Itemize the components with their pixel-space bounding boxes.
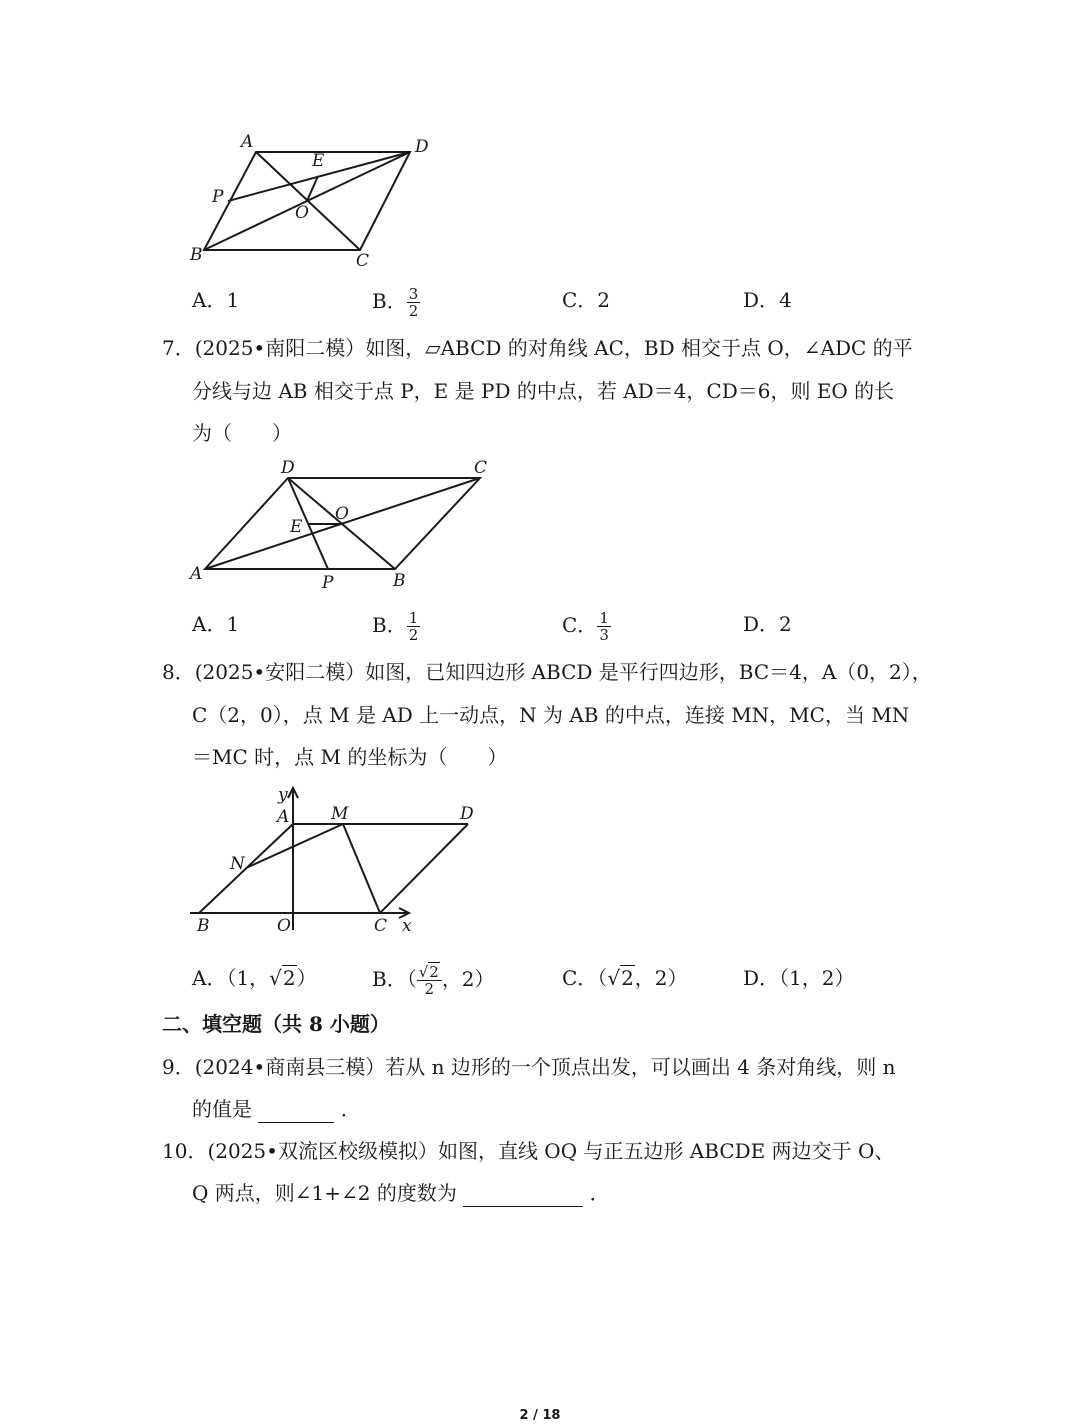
label-n: N [230, 854, 245, 874]
q10-line-2-suffix: ． [589, 1181, 610, 1205]
label-d: D [415, 137, 429, 157]
q9-line-1: 9．(2024•商南县三模）若从 n 边形的一个顶点出发，可以画出 4 条对角线，则 n [162, 1055, 896, 1079]
q8-option-c[interactable] [562, 964, 688, 992]
q6-option-a-text: A．1 [192, 288, 240, 312]
label-c: C [474, 458, 488, 478]
page-number: 2 / 18 [519, 1408, 561, 1423]
q6-option-b-num: 3 [408, 285, 419, 303]
q8-option-b[interactable] [372, 964, 495, 997]
q7-option-a-text: A．1 [192, 612, 240, 636]
q8-option-d-text: D．（1，2） [743, 966, 855, 990]
q8-option-a-suffix: ） [296, 966, 317, 990]
segment-mn [246, 824, 343, 868]
q6-option-d[interactable] [743, 286, 792, 314]
q8-option-b-num [417, 964, 442, 981]
q10-line-2-prefix: Q 两点，则∠1+∠2 的度数为 [192, 1181, 457, 1205]
q8-option-c-radicand: 2 [621, 966, 634, 990]
sqrt-icon: √ [269, 966, 282, 990]
label-c: C [356, 251, 370, 271]
q10-line-2 [192, 1179, 610, 1207]
q8-line-1: 8．(2025•安阳二模）如图，已知四边形 ABCD 是平行四边形，BC＝4，A（0，2）， [162, 660, 932, 684]
q7-option-c-label: C． [562, 613, 598, 637]
figure-q6 [185, 128, 445, 273]
q8-option-c-label: C．（ [562, 966, 608, 990]
label-b: B [197, 916, 210, 936]
q7-option-c-num: 1 [599, 609, 609, 627]
q7-option-b-label: B． [372, 613, 407, 637]
q9-line-2-suffix: ． [340, 1097, 361, 1121]
side-ab [199, 824, 293, 913]
q8-option-a-radicand: 2 [282, 966, 296, 990]
label-e: E [290, 517, 303, 537]
section-heading: 二、填空题（共 8 小题） [162, 1012, 390, 1036]
q8-line-2: C（2，0），点 M 是 AD 上一动点，N 为 AB 的中点，连接 MN，MC，当 MN [192, 703, 910, 727]
q6-option-b-label: B． [372, 289, 407, 313]
label-d: D [460, 804, 474, 824]
q7-option-b[interactable] [372, 610, 420, 643]
label-a: A [190, 564, 203, 584]
q8-option-b-den: 2 [424, 980, 435, 998]
q7-option-d-text: D．2 [743, 612, 792, 636]
q8-option-b-label: B．（ [372, 967, 417, 991]
q8-option-a[interactable] [192, 964, 317, 992]
q6-option-b-den: 2 [408, 302, 419, 320]
figure-q8 [185, 780, 474, 940]
q8-option-b-fraction [417, 964, 442, 997]
q6-option-b[interactable] [372, 286, 420, 319]
q7-line-1: 7．(2025•南阳二模）如图，▱ABCD 的对角线 AC，BD 相交于点 O，∠ADC 的平 [162, 336, 913, 360]
label-e: E [312, 151, 325, 171]
label-o: O [335, 504, 349, 524]
label-y: y [278, 785, 288, 805]
label-b: B [190, 245, 203, 265]
q6-option-d-text: D．4 [743, 288, 792, 312]
label-m: M [331, 804, 349, 824]
segment-dc-visible [380, 824, 468, 913]
q7-option-d[interactable] [743, 610, 792, 638]
q7-option-c-fraction [597, 610, 611, 643]
q9-answer-blank[interactable] [258, 1100, 334, 1123]
label-a: A [277, 807, 290, 827]
q8-option-b-radicand: 2 [429, 963, 439, 981]
q7-option-b-den: 2 [408, 626, 419, 644]
q7-option-b-fraction [407, 610, 421, 643]
q6-option-b-fraction [407, 286, 421, 319]
q7-option-a[interactable] [192, 610, 239, 638]
q6-option-a[interactable] [192, 286, 239, 314]
q9-line-2 [192, 1095, 361, 1123]
label-b: B [393, 571, 406, 591]
q6-option-c[interactable] [562, 286, 610, 314]
segment-mc [343, 824, 380, 913]
q8-option-c-suffix: ，2） [634, 966, 688, 990]
figure-q7 [185, 452, 495, 592]
label-o: O [277, 916, 291, 936]
q9-line-2-prefix: 的值是 [192, 1097, 252, 1121]
q8-option-a-label: A．（1， [192, 966, 270, 990]
label-x: x [402, 916, 412, 936]
q8-option-b-suffix: ，2） [441, 967, 495, 991]
label-p: P [212, 187, 224, 207]
q10-line-1: 10．(2025•双流区校级模拟）如图，直线 OQ 与正五边形 ABCDE 两边交于 O、 [162, 1139, 895, 1163]
sqrt-icon: √ [418, 963, 429, 981]
q7-line-2: 分线与边 AB 相交于点 P，E 是 PD 的中点，若 AD＝4，CD＝6，则 EO 的长 [192, 379, 895, 403]
label-c: C [374, 916, 388, 936]
q10-answer-blank[interactable] [463, 1184, 583, 1207]
q7-option-c[interactable] [562, 610, 611, 643]
q7-option-b-num: 1 [408, 609, 419, 627]
label-p: P [322, 573, 334, 593]
q8-line-3: ＝MC 时，点 M 的坐标为（ ） [192, 745, 508, 769]
q8-option-d[interactable] [743, 964, 854, 992]
label-a: A [241, 132, 254, 152]
sqrt-icon: √ [607, 966, 621, 990]
q6-option-c-text: C．2 [562, 288, 611, 312]
q7-option-c-den: 3 [599, 626, 609, 644]
q7-line-3: 为（ ） [192, 421, 292, 445]
label-d: D [281, 458, 295, 478]
label-o: O [295, 203, 309, 223]
